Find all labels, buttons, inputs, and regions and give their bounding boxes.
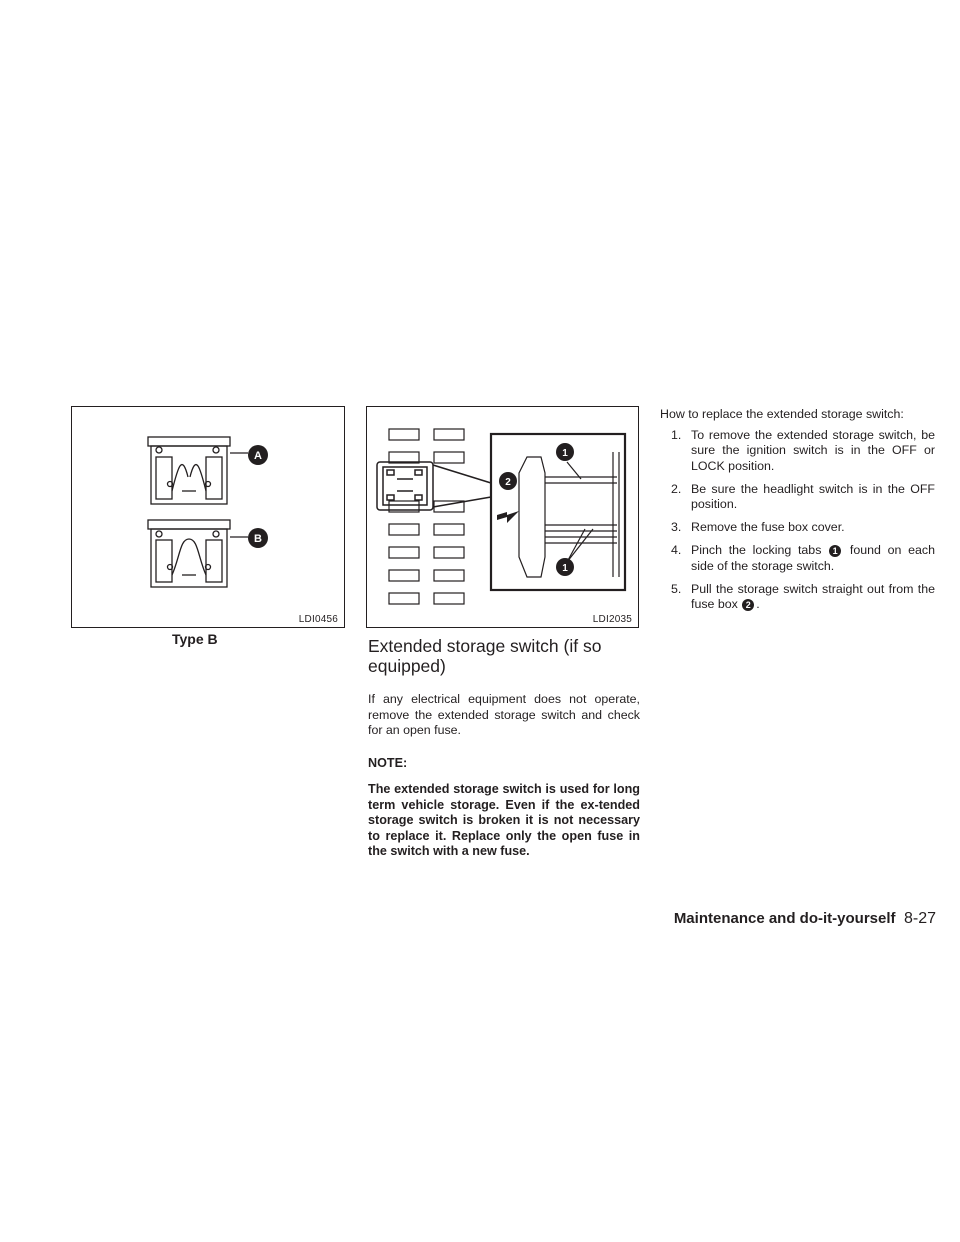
large-storage-switch	[519, 452, 619, 577]
step-number: 4.	[671, 543, 682, 557]
note-text: The extended storage switch is used for long term vehicle storage. Even if the ex-tended storage switch is broken it is not necessary to replace it. Replace only the open fuse in the switch with a new fuse.	[368, 782, 640, 858]
storage-switch-figure	[366, 406, 639, 628]
svg-text:B: B	[254, 533, 262, 545]
step-text: Pinch the locking tabs	[691, 543, 822, 557]
footer-section-title: Maintenance and do-it-yourself	[673, 910, 896, 927]
step-text: Remove the fuse box cover.	[691, 520, 845, 534]
step-number: 2.	[671, 481, 682, 496]
storage-switch-section	[368, 636, 640, 860]
step-number: 1.	[671, 427, 682, 442]
step-text: .	[756, 597, 760, 611]
svg-text:A: A	[254, 450, 262, 462]
step-text: Be sure the headlight switch is in the OFF position.	[691, 481, 935, 511]
page-number: 8-27	[903, 910, 936, 927]
procedure-intro: How to replace the extended storage switch:	[660, 407, 904, 421]
step-number: 3.	[671, 520, 682, 534]
figure-code: LDI2035	[592, 614, 632, 625]
svg-text:2: 2	[505, 477, 511, 488]
fuse-figure	[71, 406, 345, 628]
callout-b-icon	[248, 528, 268, 548]
blown-fuse-a	[148, 437, 230, 504]
figure-caption: Type B	[172, 631, 218, 647]
procedure-steps	[660, 428, 935, 613]
step-item	[660, 482, 935, 513]
page-footer	[674, 910, 936, 928]
good-fuse-b	[148, 520, 230, 587]
step-text: Pull the storage switch straight out from the fuse box	[691, 581, 935, 611]
callout-2-icon	[499, 472, 517, 490]
step-text: found on each side of the storage switch.	[691, 543, 935, 573]
callout-2-icon: 2	[742, 599, 754, 611]
procedure-section	[660, 407, 935, 620]
callout-1-top-icon	[556, 443, 574, 461]
step-text: To remove the extended storage switch, be sure the ignition switch is in the OFF or LOCK position.	[691, 427, 935, 473]
callout-a-icon	[248, 445, 268, 465]
step-item	[660, 428, 935, 475]
fuse-box-grid	[389, 429, 464, 604]
step-item	[660, 543, 935, 574]
step-number: 5.	[671, 581, 682, 596]
fuse-illustration	[72, 407, 343, 626]
callout-1-bottom-icon	[556, 558, 574, 576]
pull-arrow-icon	[497, 511, 519, 523]
intro-paragraph: If any electrical equipment does not operate, remove the extended storage switch and check for an open fuse.	[368, 692, 640, 737]
svg-text:1: 1	[562, 448, 568, 459]
step-item	[660, 582, 935, 613]
section-heading: Extended storage switch (if so equipped)	[368, 636, 602, 676]
note-label: NOTE:	[368, 755, 408, 770]
figure-code: LDI0456	[298, 614, 338, 625]
storage-switch-illustration	[367, 407, 637, 626]
small-storage-switch	[377, 462, 433, 510]
svg-text:1: 1	[562, 563, 568, 574]
callout-1-icon: 1	[829, 545, 841, 557]
step-item	[660, 520, 935, 536]
